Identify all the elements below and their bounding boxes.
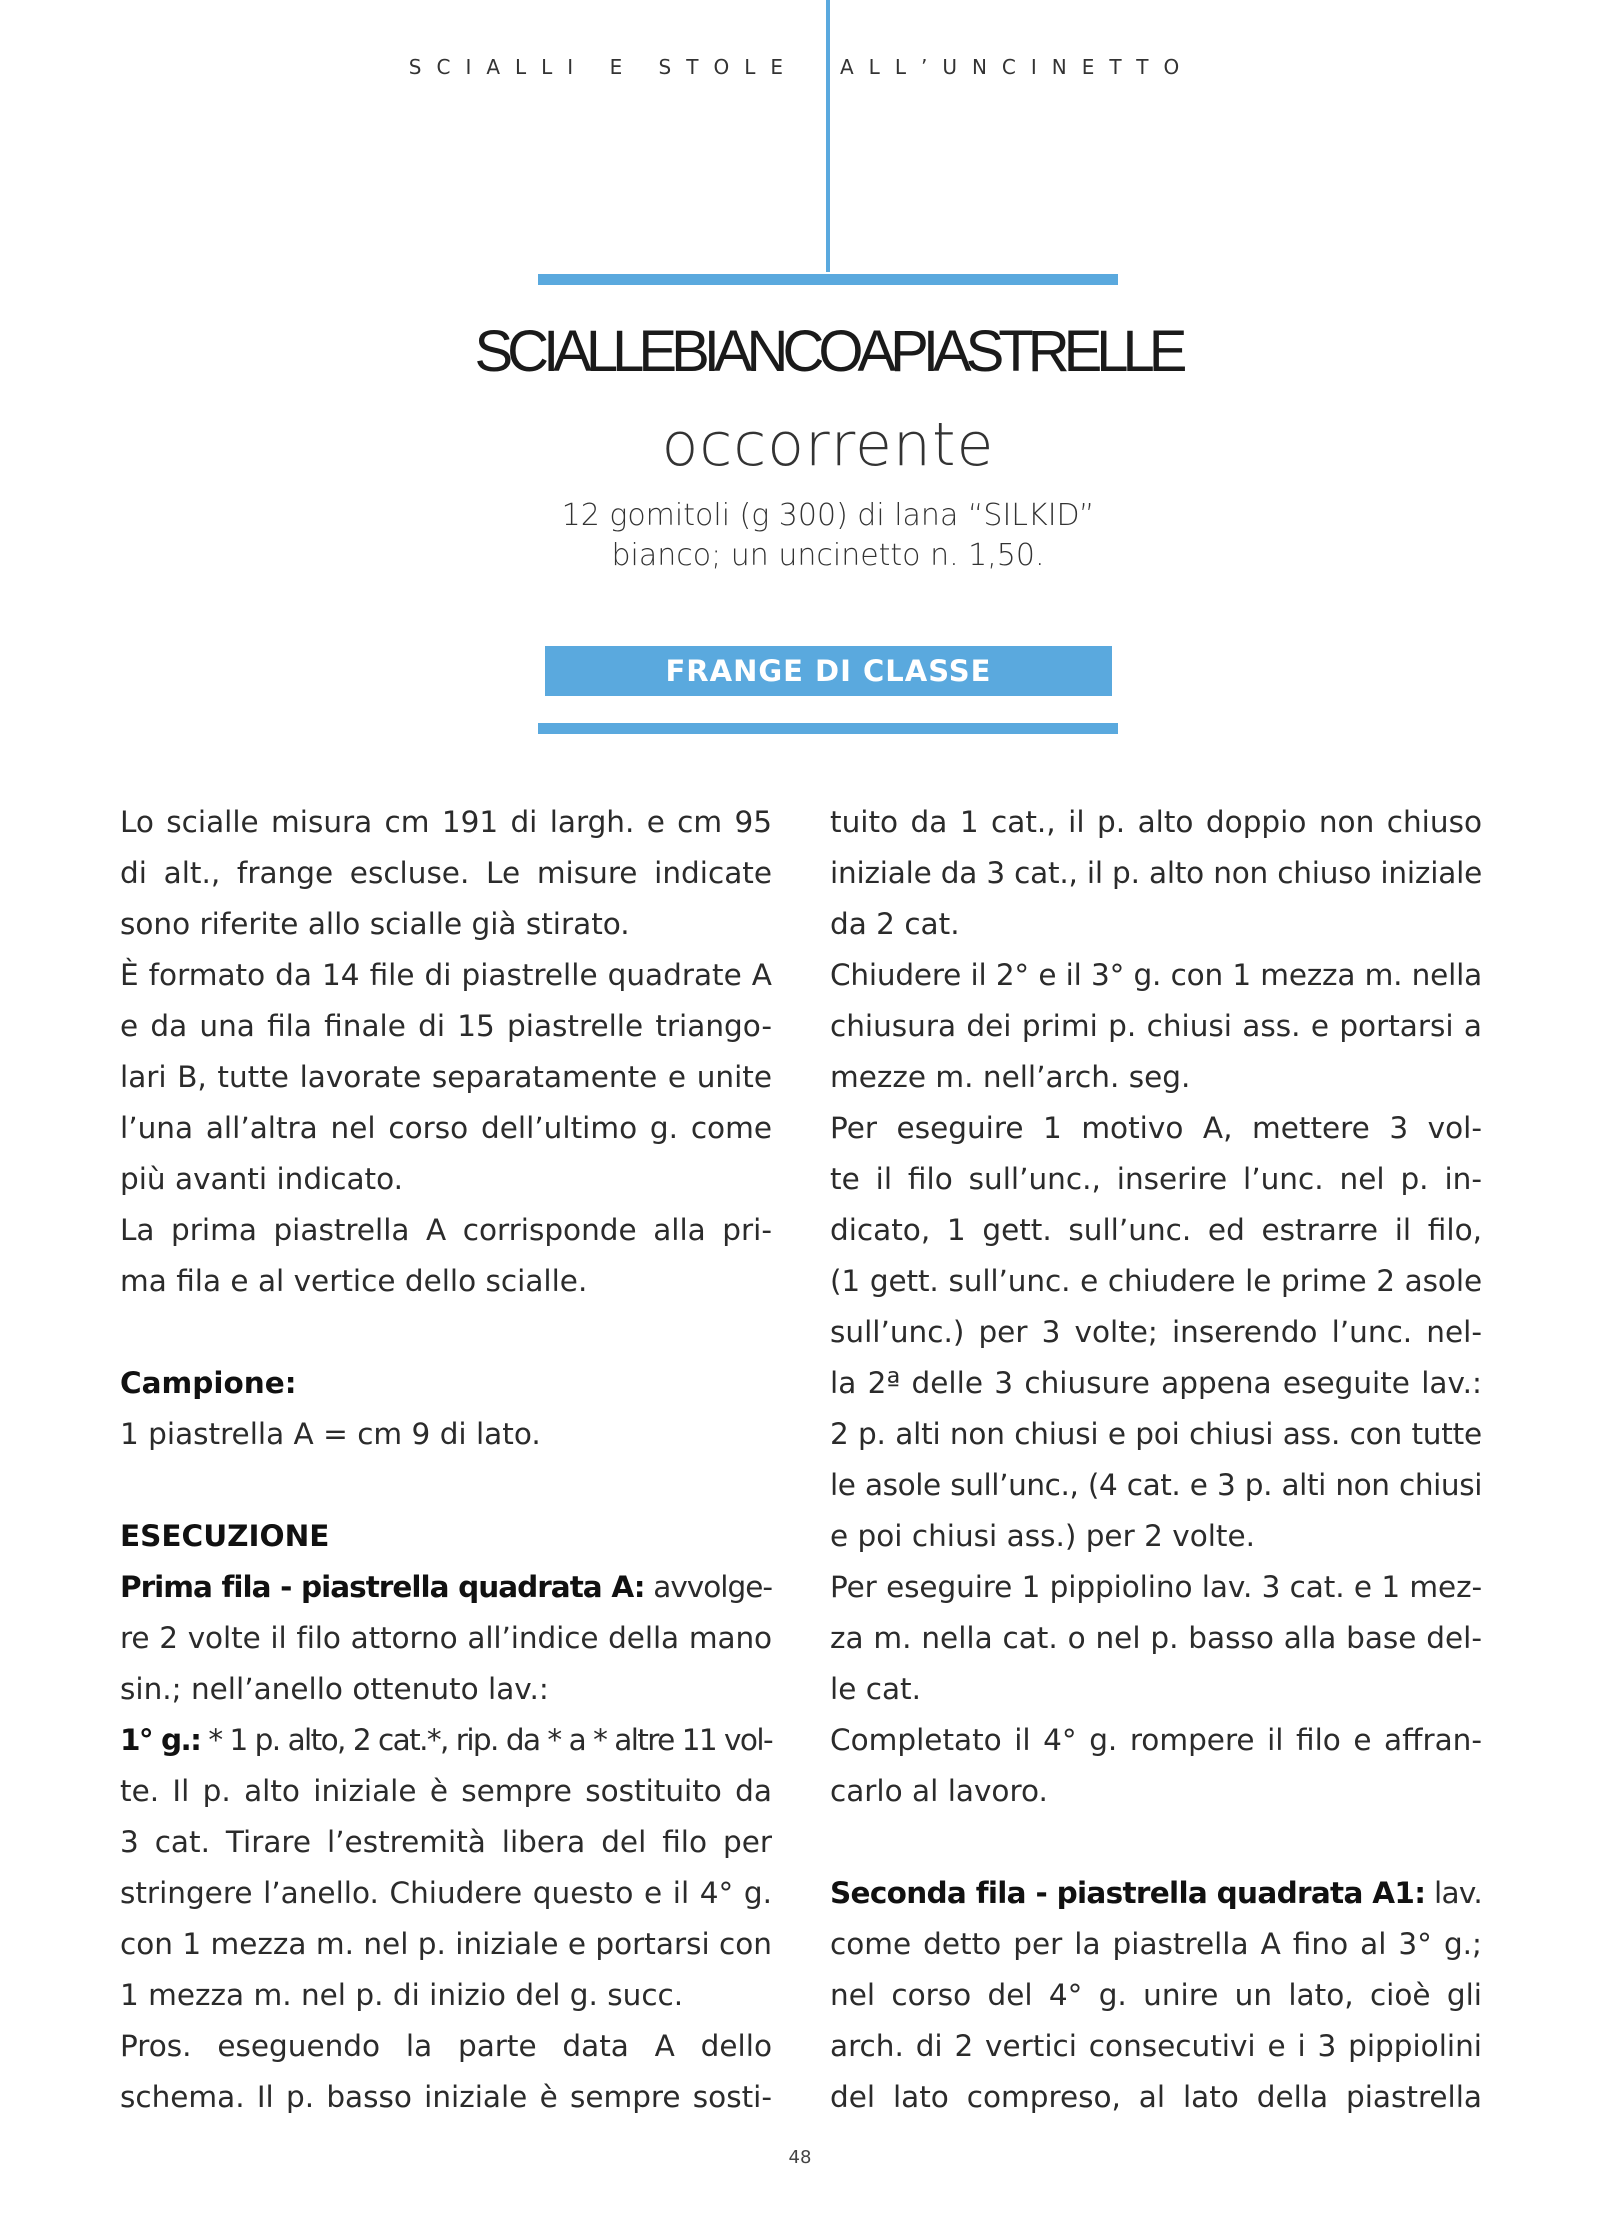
text-line: sin.; nell’anello ottenuto lav.: [120,1672,549,1706]
text-line: sono riferite allo scialle già stirato. [120,907,630,941]
text-line: te. Il p. alto iniziale è sempre sostituito da [120,1774,772,1808]
left-column [120,797,772,2123]
prima-fila-text: avvolge- [644,1570,773,1604]
text-line: e poi chiusi ass.) per 2 volte. [830,1519,1256,1553]
campione-heading: Campione: [120,1366,297,1400]
text-line: come detto per la piastrella A fino al 3° g.; [830,1927,1482,1961]
text-line: più avanti indicato. [120,1162,404,1196]
highlight-banner: FRANGE DI CLASSE [545,646,1112,696]
text-line: 1 mezza m. nel p. di inizio del g. succ. [120,1978,684,2012]
title-top-rule [538,274,1118,285]
page-number: 48 [788,2147,812,2168]
materials-line: 12 gomitoli (g 300) di lana “SILKID” [561,498,1095,533]
text-line [120,1715,772,1766]
text-line: nel corso del 4° g. unire un lato, cioè gli [830,1978,1482,2012]
materials-list [0,496,1600,576]
text-line: le asole sull’unc., (4 cat. e 3 p. alti non chiusi [830,1468,1482,1502]
text-line: da 2 cat. [830,907,960,941]
text-line: lari B, tutte lavorate separatamente e unite [120,1060,772,1094]
text-line: iniziale da 3 cat., il p. alto non chiuso iniziale [830,856,1483,890]
running-header-right: ALL’UNCINETTO [840,55,1195,79]
text-line: 2 p. alti non chiusi e poi chiusi ass. con tutte [830,1417,1482,1451]
text-line: di alt., frange escluse. Le misure indicate [120,856,772,890]
vertical-divider [826,0,830,272]
seconda-fila-text: lav. [1425,1876,1483,1910]
materials-line: bianco; un uncinetto n. 1,50. [611,538,1045,573]
text-line: l’una all’altra nel corso dell’ultimo g. come [120,1111,772,1145]
text-line: del lato compreso, al lato della piastrella [830,2080,1482,2114]
text-line [830,1868,1482,1919]
text-line: stringere l’anello. Chiudere questo e il 4° g. [120,1876,772,1910]
paragraph-gap [120,1307,772,1358]
text-line: la 2ª delle 3 chiusure appena eseguite lav.: [830,1366,1482,1400]
g1-label: 1° g.: [120,1723,201,1757]
text-line: mezze m. nell’arch. seg. [830,1060,1191,1094]
seconda-fila-label: Seconda fila - piastrella quadrata A1: [830,1876,1426,1910]
text-line: ma fila e al vertice dello scialle. [120,1264,588,1298]
text-line: za m. nella cat. o nel p. basso alla base del- [830,1621,1482,1655]
right-column [830,797,1482,2123]
text-line: Lo scialle misura cm 191 di largh. e cm 95 [120,805,772,839]
text-line: È formato da 14 file di piastrelle quadrate A [120,958,772,992]
text-line: Completato il 4° g. rompere il filo e affran- [830,1723,1482,1757]
paragraph-gap [830,1817,1482,1868]
text-line: tuito da 1 cat., il p. alto doppio non chiuso [830,805,1482,839]
text-line: 3 cat. Tirare l’estremità libera del filo per [120,1825,772,1859]
text-line: arch. di 2 vertici consecutivi e i 3 pippiolini [830,2029,1482,2063]
text-line: schema. Il p. basso iniziale è sempre sosti- [120,2080,772,2114]
esecuzione-heading: ESECUZIONE [120,1519,330,1553]
text-line: carlo al lavoro. [830,1774,1048,1808]
text-line: con 1 mezza m. nel p. iniziale e portarsi con [120,1927,772,1961]
text-line: dicato, 1 gett. sull’unc. ed estrarre il filo, [830,1213,1482,1247]
text-line [120,1562,772,1613]
text-line: Per eseguire 1 motivo A, mettere 3 vol- [830,1111,1482,1145]
text-line: re 2 volte il filo attorno all’indice della mano [120,1621,772,1655]
text-line: chiusura dei primi p. chiusi ass. e portarsi a [830,1009,1482,1043]
text-line: Pros. eseguendo la parte data A dello [120,2029,772,2063]
banner-bottom-rule [538,723,1118,734]
running-header-left: SCIALLI E STOLE [408,55,798,79]
text-line: le cat. [830,1672,921,1706]
text-line: te il filo sull’unc., inserire l’unc. nel p. in- [830,1162,1482,1196]
text-line: (1 gett. sull’unc. e chiudere le prime 2 asole [830,1264,1482,1298]
section-subtitle: occorrente [661,410,995,480]
g1-text: * 1 p. alto, 2 cat.*, rip. da * a * altre 11 vol- [200,1723,773,1757]
paragraph-gap [120,1460,772,1511]
article-title: SCIALLEBIANCOAPIASTRELLE [474,319,1182,384]
text-line: e da una fila finale di 15 piastrelle triango- [120,1009,772,1043]
campione-text: 1 piastrella A = cm 9 di lato. [120,1417,541,1451]
text-line: La prima piastrella A corrisponde alla pri- [120,1213,772,1247]
text-line: sull’unc.) per 3 volte; inserendo l’unc. nel- [830,1315,1482,1349]
text-line: Per eseguire 1 pippiolino lav. 3 cat. e 1 mez- [830,1570,1482,1604]
prima-fila-label: Prima fila - piastrella quadrata A: [120,1570,645,1604]
text-line: Chiudere il 2° e il 3° g. con 1 mezza m. nella [830,958,1482,992]
